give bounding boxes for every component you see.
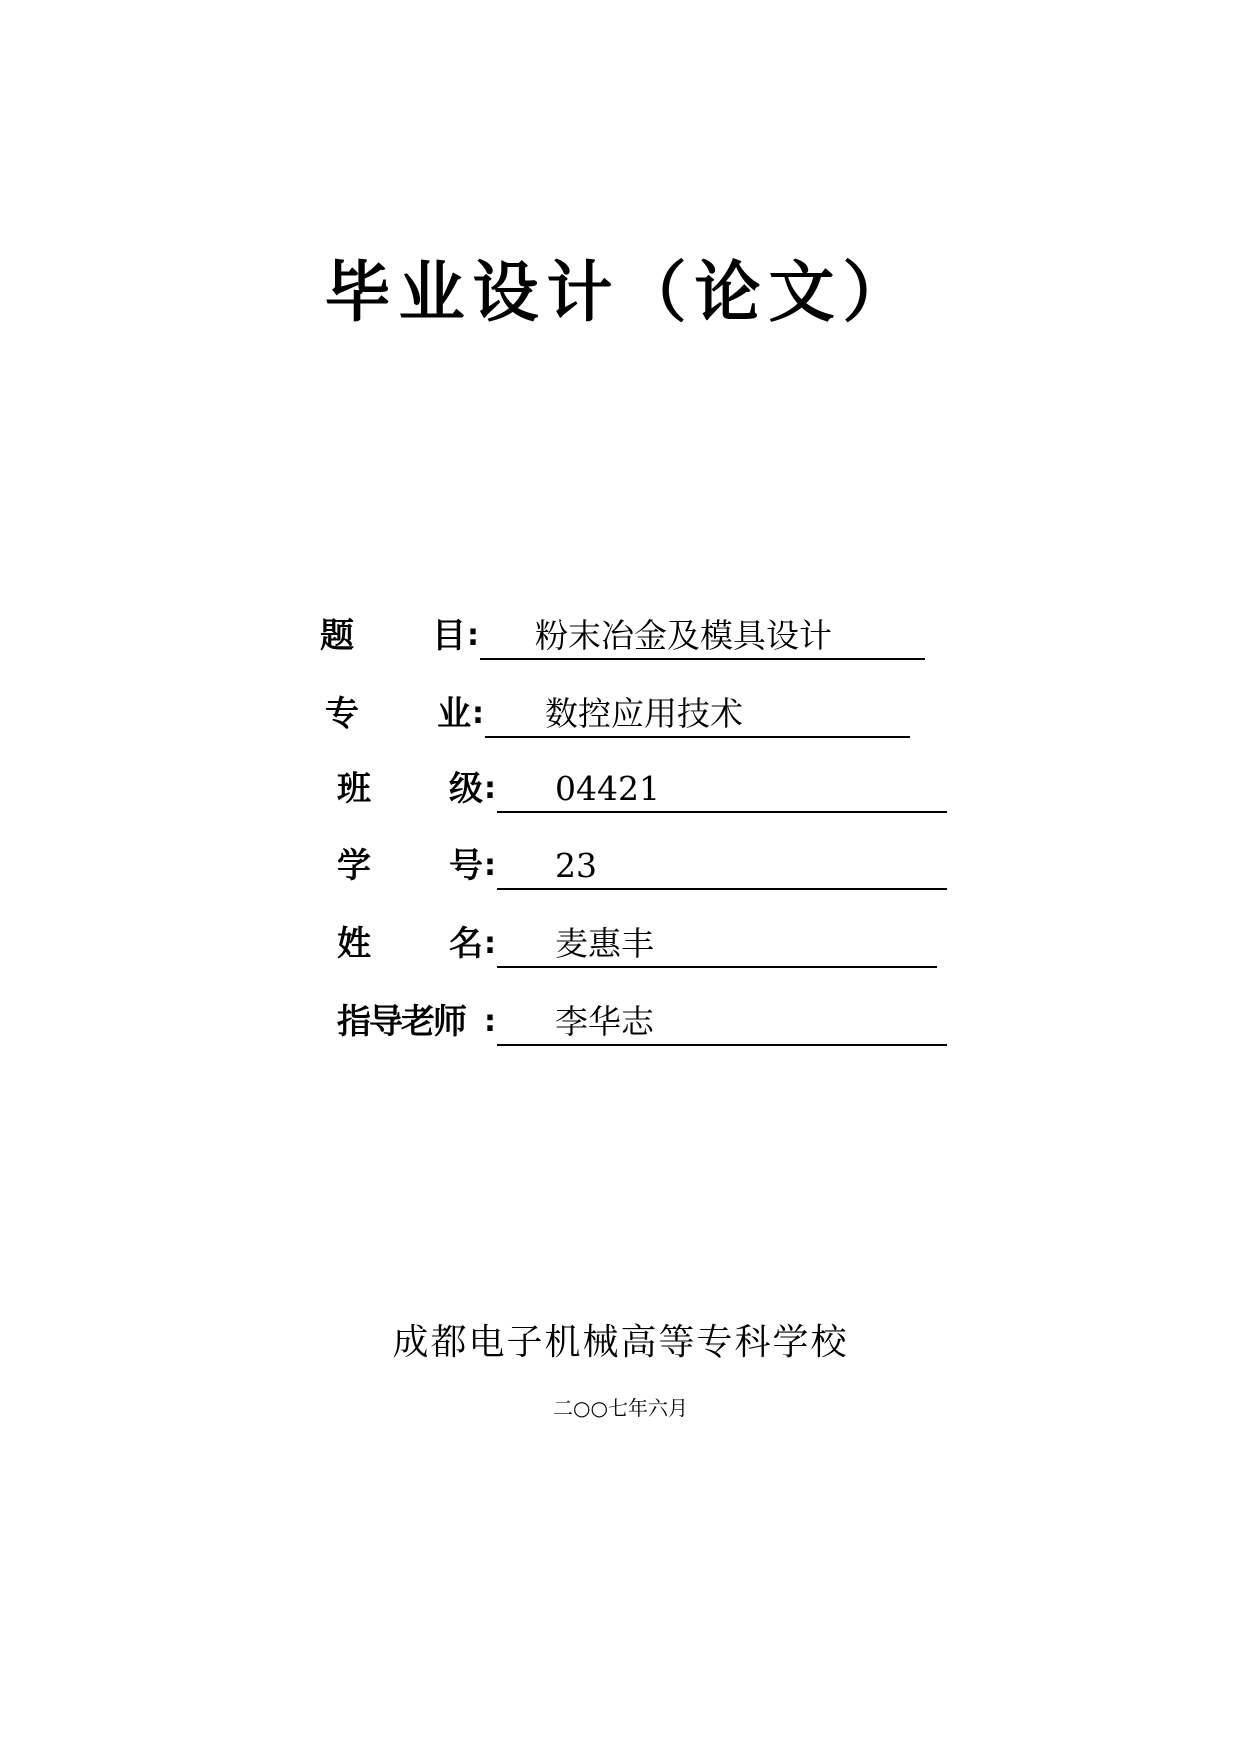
field-colon-advisor: :	[484, 1004, 496, 1039]
field-label-topic-char2: 目	[432, 616, 466, 656]
field-value-advisor: 李华志	[555, 1002, 654, 1041]
field-colon-student-id: :	[484, 848, 496, 883]
field-value-class: 04421	[555, 769, 660, 808]
field-row-name	[337, 920, 937, 968]
field-label-student-id-char1: 学	[337, 846, 371, 886]
field-label-class-char1: 班	[337, 769, 371, 809]
field-label-advisor: 指导老师	[337, 1002, 465, 1042]
field-row-advisor	[337, 998, 947, 1046]
field-value-major: 数控应用技术	[545, 694, 743, 733]
field-colon-name: :	[484, 926, 496, 961]
field-label-topic-char1: 题	[320, 616, 354, 656]
field-label-major-char1: 专	[325, 694, 359, 734]
field-value-topic: 粉末冶金及模具设计	[535, 616, 832, 655]
field-row-major	[325, 690, 910, 738]
field-row-class	[337, 765, 947, 813]
field-value-student-id: 23	[555, 846, 597, 885]
field-label-student-id-char2: 号	[449, 846, 483, 886]
field-colon-major: :	[472, 696, 484, 731]
field-row-student-id	[337, 842, 947, 890]
field-row-topic	[320, 612, 925, 660]
document-title: 毕业设计（论文）	[324, 254, 917, 331]
field-label-name-char2: 名	[449, 924, 483, 964]
field-label-name-char1: 姓	[337, 924, 371, 964]
field-colon-class: :	[484, 771, 496, 806]
document-date: 二○○七年六月	[553, 1396, 688, 1420]
school-name: 成都电子机械高等专科学校	[392, 1322, 849, 1363]
field-label-major-char2: 业	[437, 694, 471, 734]
field-colon-topic: :	[467, 618, 479, 653]
field-value-name: 麦惠丰	[555, 924, 654, 963]
field-label-class-char2: 级	[449, 769, 483, 809]
